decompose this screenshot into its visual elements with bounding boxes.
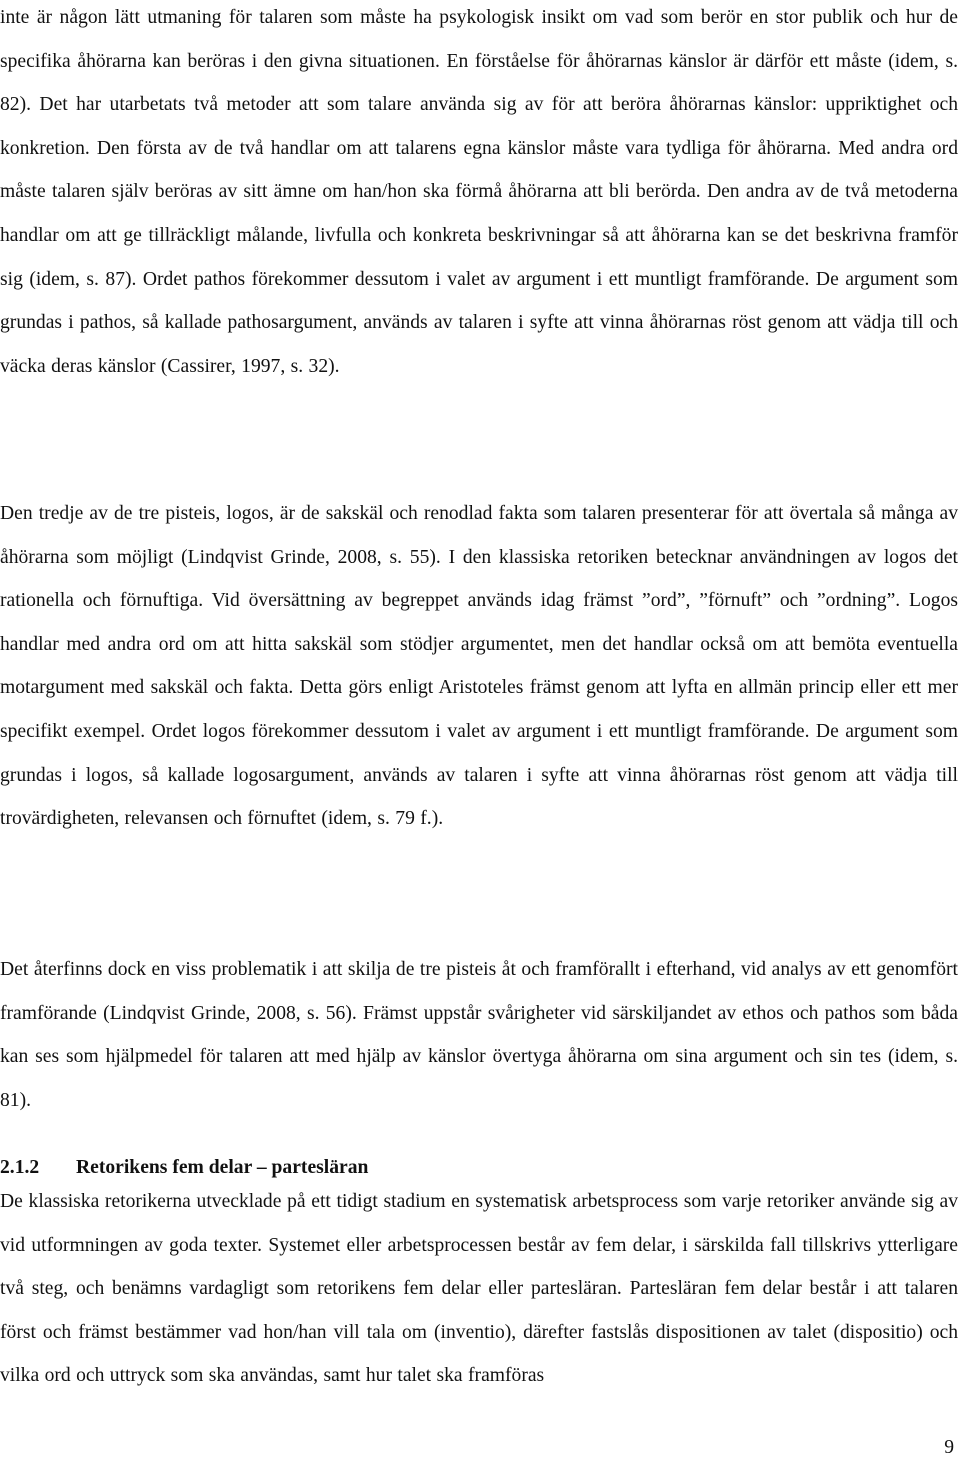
paragraph-pathos: inte är någon lätt utmaning för talaren som måste ha psykologisk insikt om vad som berör en stor publik och hur de specifika åhörarna kan beröras i den givna situationen. En förståelse för åhörarnas känslor är därför ett måste (idem, s. 82). Det har utarbetats två metoder att som talare använda sig av för att beröra åhörarnas känslor: uppriktighet och konkretion. Den första av de två handlar om att talarens egna känslor måste vara tydliga för åhörarna. Med andra ord måste talaren själv beröras av sitt ämne om han/hon ska förmå åhörarna att bli berörda. Den andra av de två metoderna handlar om att ge tillräckligt målande, livfulla och konkreta beskrivningar så att åhörarna kan se det beskrivna framför sig (idem, s. 87). Ordet pathos förekommer dessutom i valet av argument i ett muntligt framförande. De argument som grundas i pathos, så kallade pathosargument, används av talaren i syfte att vinna åhörarnas röst genom att vädja till och väcka deras känslor (Cassirer, 1997, s. 32). bbox=[0, 7, 958, 377]
section-heading bbox=[0, 1153, 958, 1183]
page-number: 9 bbox=[944, 1437, 954, 1458]
paragraph-logos: Den tredje av de tre pisteis, logos, är de sakskäl och renodlad fakta som talaren presenterar för att övertala så många av åhörarna som möjligt (Lindqvist Grinde, 2008, s. 55). I den klassiska retoriken betecknar användningen av logos det rationella och förnuftiga. Vid översättning av begreppet används idag främst ”ord”, ”förnuft” och ”ordning”. Logos handlar med andra ord om att hitta sakskäl som stödjer argumentet, men det handlar också om att bemöta eventuella motargument med sakskäl och fakta. Detta görs enligt Aristoteles främst genom att lyfta en allmän princip eller ett mer specifikt exempel. Ordet logos förekommer dessutom i valet av argument i ett muntligt framförande. De argument som grundas i logos, så kallade logosargument, används av talaren i syfte att vinna åhörarnas röst genom att vädja till trovärdigheten, relevansen och förnuftet (idem, s. 79 f.). bbox=[0, 503, 958, 830]
section-number: 2.1.2 bbox=[0, 1157, 40, 1178]
paragraph-problematik: Det återfinns dock en viss problematik i att skilja de tre pisteis åt och framförallt i efterhand, vid analys av ett genomfört framförande (Lindqvist Grinde, 2008, s. 56). Främst uppstår svårigheter vid särskiljandet av ethos och pathos som båda kan ses som hjälpmedel för talaren att med hjälp av känslor övertyga åhörarna om sina argument och sin tes (idem, s. 81). bbox=[0, 959, 958, 1111]
section-title: Retorikens fem delar – partesläran bbox=[76, 1157, 369, 1178]
paragraph-partesläran: De klassiska retorikerna utvecklade på ett tidigt stadium en systematisk arbetsprocess som varje retoriker använde sig av vid utformningen av goda texter. Systemet eller arbetsprocessen består av fem delar, i särskilda fall tillskrivs ytterligare två steg, och benämns vardagligt som retorikens fem delar eller partesläran. Partesläran fem delar består i att talaren först och främst bestämmer vad hon/han vill tala om (inventio), därefter fastslås dispositionen av talet (dispositio) och vilka ord och uttryck som ska användas, samt hur talet ska framföras bbox=[0, 1191, 958, 1387]
